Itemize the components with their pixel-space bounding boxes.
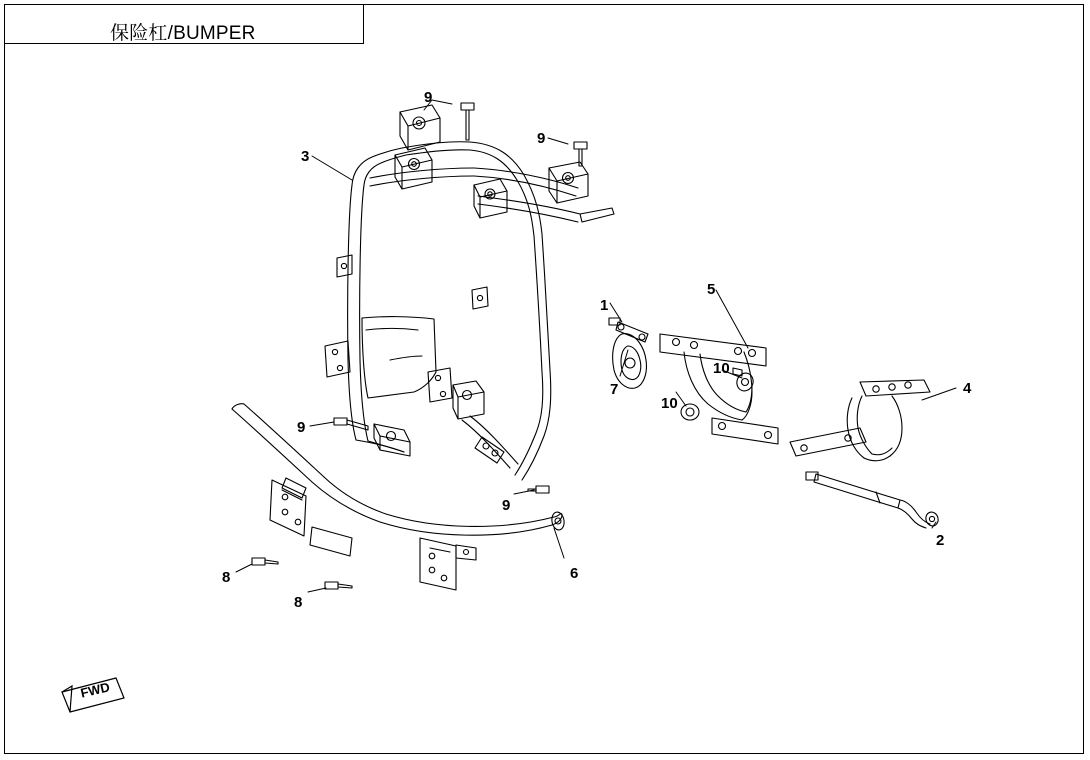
- callout-8-left: 8: [222, 569, 231, 586]
- callout-10-upper: 10: [713, 360, 730, 377]
- callout-7: 7: [610, 381, 619, 398]
- callout-3: 3: [301, 148, 310, 165]
- callout-9-lower: 9: [502, 497, 511, 514]
- callout-6: 6: [570, 565, 579, 582]
- leader-lines: [236, 100, 956, 592]
- callout-10-lower: 10: [661, 395, 678, 412]
- callout-2: 2: [936, 532, 945, 549]
- callout-9-top: 9: [424, 89, 433, 106]
- part-6-lower-bumper: [232, 404, 565, 590]
- part-4-bracket-assembly: [790, 380, 940, 528]
- callout-5: 5: [707, 281, 716, 298]
- part-5-bracket-assembly: [609, 318, 778, 444]
- callout-9-left: 9: [297, 419, 306, 436]
- page-title: 保险杠/BUMPER: [110, 23, 256, 44]
- part-3-upper-frame: [325, 103, 614, 493]
- callout-8-right: 8: [294, 594, 303, 611]
- callout-1: 1: [600, 297, 609, 314]
- fwd-label: FWD: [79, 679, 112, 701]
- callout-4: 4: [963, 380, 972, 397]
- callout-9-upper-right: 9: [537, 130, 546, 147]
